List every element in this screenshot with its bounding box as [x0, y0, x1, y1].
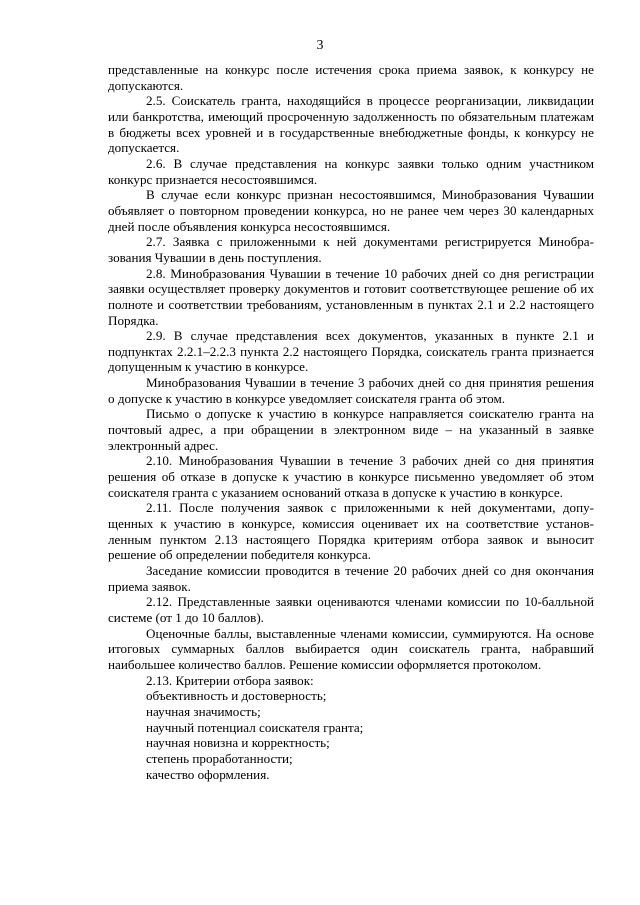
page-number: 3 [316, 38, 324, 53]
criteria-item: степень проработанности; [146, 750, 293, 766]
criteria-item: научный потенциал соискателя гранта; [146, 719, 364, 735]
paragraph-2-11: 2.11. После получения заявок с приложенными к ней документами, допущенных к участию в конкурсе, комиссия оценивает их на соответствие установленным пунктом 2.13 настоящего Порядка критериям отбора заявок и выносит решение об определении победителя конкурса. [108, 500, 594, 563]
paragraph-2-6: 2.6. В случае представления на конкурс заявки только одним участником конкурс признается несостоявшимся. [108, 155, 594, 187]
paragraph: В случае если конкурс признан несостоявшимся, Минобразования Чувашии объявляет о повторном проведении конкурса, но не ранее чем через 30 календарных дней после объявления конкурса несостоявшимся. [108, 187, 594, 234]
paragraph-2-9: 2.9. В случае представления всех документов, указанных в пункте 2.1 и подпунктах 2.2.1–2.2.3 пункта 2.2 настоящего Порядка, соискатель гранта признается допущенным к участию в конкурсе. [108, 328, 594, 375]
paragraph: Минобразования Чувашии в течение 3 рабочих дней со дня принятия решения о допуске к участию в конкурсе уведомляет соискателя гранта об этом. [108, 375, 594, 406]
paragraph: Письмо о допуске к участию в конкурсе направляется соискателю гранта на почтовый адрес, а при обращении в электронном виде – на указанный в заявке электронный адрес. [108, 406, 594, 453]
criteria-item: объективность и достоверность; [146, 688, 327, 704]
paragraph: представленные на конкурс после истечения срока приема заявок, к конкурсу не допускаются. [108, 62, 594, 93]
paragraph-2-5: 2.5. Соискатель гранта, находящийся в процессе реорганизации, ликвидации или банкротства, имеющий просроченную задолженность по обязательным платежам в бюджеты всех уровней и в государственные внебюджетные фонды, к конкурсу не допускается. [108, 93, 594, 156]
paragraph-2-7: 2.7. Заявка с приложенными к ней документами регистрируется Минобразования Чувашии в день поступления. [108, 234, 594, 265]
paragraph-2-10: 2.10. Минобразования Чувашии в течение 3 рабочих дней со дня принятия решения об отказе в допуске к участию в конкурсе письменно уведомляет об этом соискателя гранта с указанием оснований отказа в допуске к участию в конкурсе. [108, 453, 594, 500]
criteria-heading: 2.13. Критерии отбора заявок: [146, 672, 314, 688]
paragraph: Заседание комиссии проводится в течение 20 рабочих дней со дня окончания приема заявок. [108, 563, 594, 594]
paragraph-2-8: 2.8. Минобразования Чувашии в течение 10 рабочих дней со дня регистрации заявки осуществляет проверку документов и готовит соответствующее решение об их полноте и соответствии требованиям, установленным в пунктах 2.1 и 2.2 настоящего Порядка. [108, 265, 594, 328]
criteria-item: качество оформления. [146, 766, 270, 782]
document-body [108, 62, 594, 782]
criteria-item: научная значимость; [146, 703, 261, 719]
paragraph: Оценочные баллы, выставленные членами комиссии, суммируются. На основе итоговых суммарных баллов выбирается один соискатель гранта, набравший наибольшее количество баллов. Решение комиссии оформляется протоколом. [108, 625, 594, 672]
criteria-item: научная новизна и корректность; [146, 735, 330, 751]
paragraph-2-12: 2.12. Представленные заявки оцениваются членами комиссии по 10-балльной системе (от 1 до 10 баллов). [108, 594, 594, 625]
